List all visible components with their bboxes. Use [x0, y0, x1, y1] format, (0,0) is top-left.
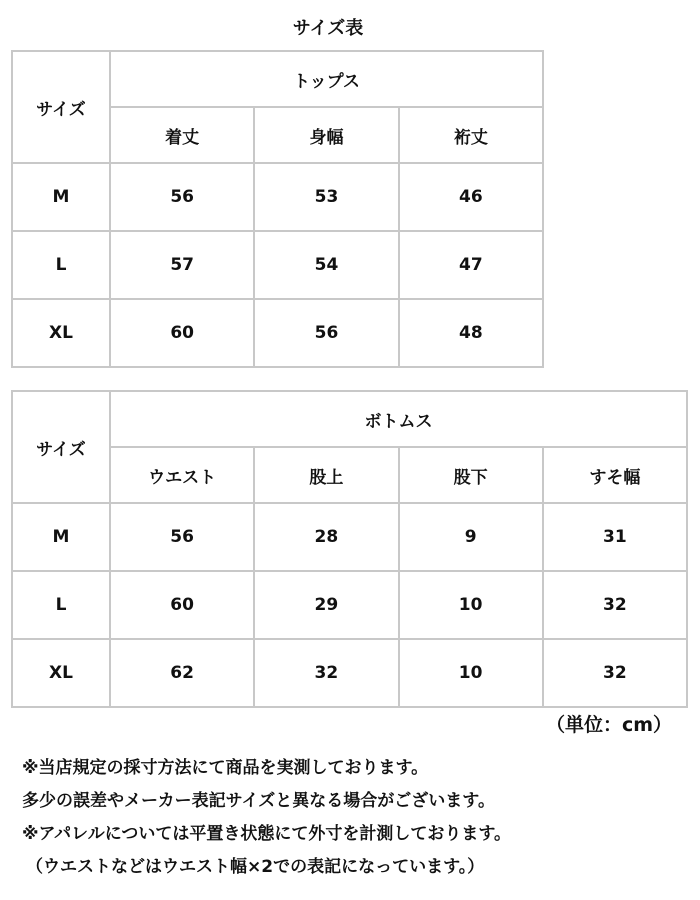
value-cell: 32: [254, 639, 398, 707]
unit-label: （単位：cm）: [545, 714, 672, 736]
note-line: ※アパレルについては平置き状態にて外寸を計測しております。: [22, 824, 512, 844]
table-row: [12, 231, 543, 299]
value-cell: 10: [399, 639, 543, 707]
page-title: サイズ表: [292, 18, 364, 39]
tops-size-table: [11, 50, 544, 368]
column-header-hem-width: すそ幅: [543, 447, 687, 503]
value-cell: 57: [110, 231, 254, 299]
value-cell: 60: [110, 571, 254, 639]
value-cell: 9: [399, 503, 543, 571]
value-cell: 47: [399, 231, 543, 299]
value-cell: 28: [254, 503, 398, 571]
value-cell: 48: [399, 299, 543, 367]
table-row: [12, 299, 543, 367]
value-cell: 29: [254, 571, 398, 639]
note-line: ※当店規定の採寸方法にて商品を実測しております。: [22, 758, 429, 778]
value-cell: 31: [543, 503, 687, 571]
size-cell: XL: [12, 639, 110, 707]
value-cell: 46: [399, 163, 543, 231]
tops-group-header: トップス: [110, 51, 543, 107]
column-header-width: 身幅: [254, 107, 398, 163]
value-cell: 56: [254, 299, 398, 367]
table-row: [12, 163, 543, 231]
note-line: 多少の誤差やメーカー表記サイズと異なる場合がございます。: [22, 791, 495, 811]
value-cell: 32: [543, 639, 687, 707]
table-row: [12, 503, 687, 571]
column-header-length: 着丈: [110, 107, 254, 163]
column-header-waist: ウエスト: [110, 447, 254, 503]
size-cell: XL: [12, 299, 110, 367]
note-line: （ウエストなどはウエスト幅×2での表記になっています。）: [26, 857, 485, 877]
size-cell: L: [12, 231, 110, 299]
value-cell: 60: [110, 299, 254, 367]
column-header-rise: 股上: [254, 447, 398, 503]
value-cell: 62: [110, 639, 254, 707]
value-cell: 56: [110, 163, 254, 231]
table-row: [12, 639, 687, 707]
value-cell: 53: [254, 163, 398, 231]
table-row: [12, 571, 687, 639]
size-cell: L: [12, 571, 110, 639]
column-header-inseam: 股下: [399, 447, 543, 503]
size-column-header: サイズ: [12, 391, 110, 503]
notes: [22, 752, 511, 884]
value-cell: 10: [399, 571, 543, 639]
bottoms-group-header: ボトムス: [110, 391, 687, 447]
value-cell: 56: [110, 503, 254, 571]
size-cell: M: [12, 503, 110, 571]
size-column-header: サイズ: [12, 51, 110, 163]
bottoms-size-table: [11, 390, 688, 708]
value-cell: 54: [254, 231, 398, 299]
column-header-sleeve: 裄丈: [399, 107, 543, 163]
value-cell: 32: [543, 571, 687, 639]
size-cell: M: [12, 163, 110, 231]
